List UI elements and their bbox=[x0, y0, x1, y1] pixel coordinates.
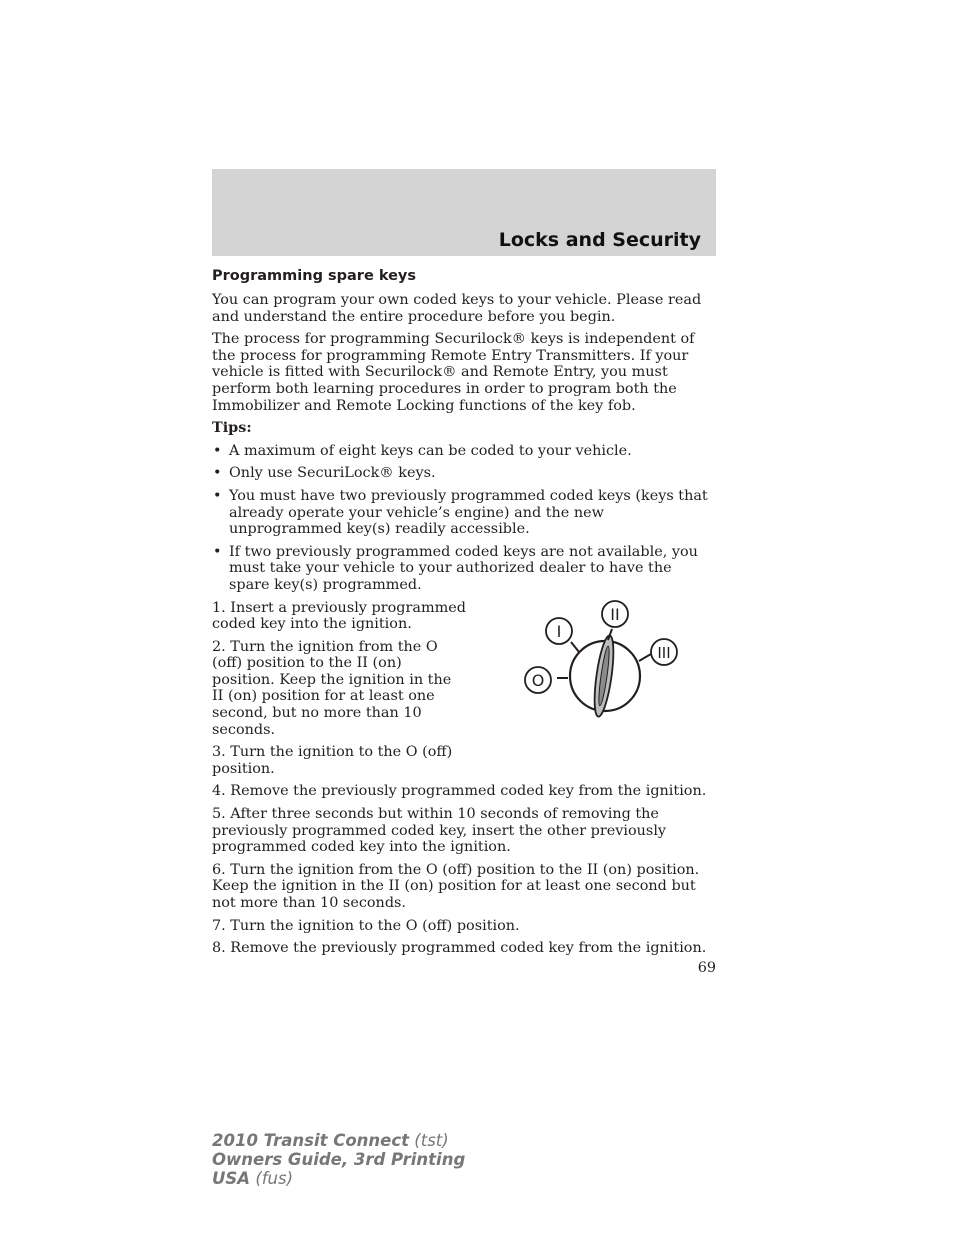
footer-market-code: (fus) bbox=[255, 1169, 294, 1188]
tick-one bbox=[571, 642, 579, 652]
ignition-switch-diagram bbox=[516, 596, 688, 722]
step-2: 2. Turn the ignition from the O (off) position to the II (on) position. Keep the ignition in the II (on) position for at least one second, but no more than 10 seconds. bbox=[212, 638, 452, 738]
footer-model: 2010 Transit Connect bbox=[212, 1131, 410, 1150]
footer-guide: Owners Guide, 3rd Printing bbox=[212, 1150, 466, 1169]
list-item: • You must have two previously programmed coded keys (keys that already operate your vehicle’s engine) and the new unprogrammed key(s) readily accessible. bbox=[212, 488, 712, 538]
step-7: 7. Turn the ignition to the O (off) position. bbox=[212, 917, 520, 934]
section-title: Locks and Security bbox=[498, 229, 701, 251]
step-6: 6. Turn the ignition from the O (off) position to the II (on) position. Keep the ignition in the II (on) position for at least one second but not more than 10 seconds. bbox=[212, 861, 700, 911]
list-item: • If two previously programmed coded keys are not available, you must take your vehicle to your authorized dealer to have the spare key(s) programmed. bbox=[212, 544, 712, 594]
list-item: • Only use SecuriLock® keys. bbox=[212, 465, 712, 482]
process-paragraph: The process for programming Securilock® keys is independent of the process for programming Remote Entry Transmitters. If your vehicle is fitted with Securilock® and Remote Entry, you must perform both learning procedures in order to program both the Immobilizer and Remote Locking functions of the key fob. bbox=[212, 331, 695, 414]
section-header-band bbox=[212, 169, 716, 256]
steps-column bbox=[212, 600, 467, 784]
tips-list bbox=[212, 443, 712, 594]
label-off: O bbox=[531, 671, 545, 690]
page-number: 69 bbox=[697, 960, 716, 976]
step-1: 1. Insert a previously programmed coded key into the ignition. bbox=[212, 599, 466, 633]
list-item: • A maximum of eight keys can be coded to your vehicle. bbox=[212, 443, 712, 460]
footer-model-code: (tst) bbox=[414, 1131, 449, 1150]
step-8: 8. Remove the previously programmed coded key from the ignition. bbox=[212, 940, 707, 957]
label-two: II bbox=[610, 605, 620, 624]
label-one: I bbox=[556, 622, 562, 641]
document-footer bbox=[212, 1131, 465, 1188]
intro-paragraph: You can program your own coded keys to your vehicle. Please read and understand the entire procedure before you begin. bbox=[212, 292, 702, 325]
footer-market: USA bbox=[212, 1169, 251, 1188]
tips-label: Tips: bbox=[212, 419, 252, 437]
label-three: III bbox=[657, 644, 671, 662]
step-4: 4. Remove the previously programmed coded key from the ignition. bbox=[212, 783, 707, 800]
step-5: 5. After three seconds but within 10 seconds of removing the previously programmed coded key, insert the other previously programmed coded key into the ignition. bbox=[212, 806, 667, 856]
step-3: 3. Turn the ignition to the O (off) position. bbox=[212, 744, 453, 777]
tick-three bbox=[639, 654, 651, 661]
subheading: Programming spare keys bbox=[212, 268, 416, 284]
